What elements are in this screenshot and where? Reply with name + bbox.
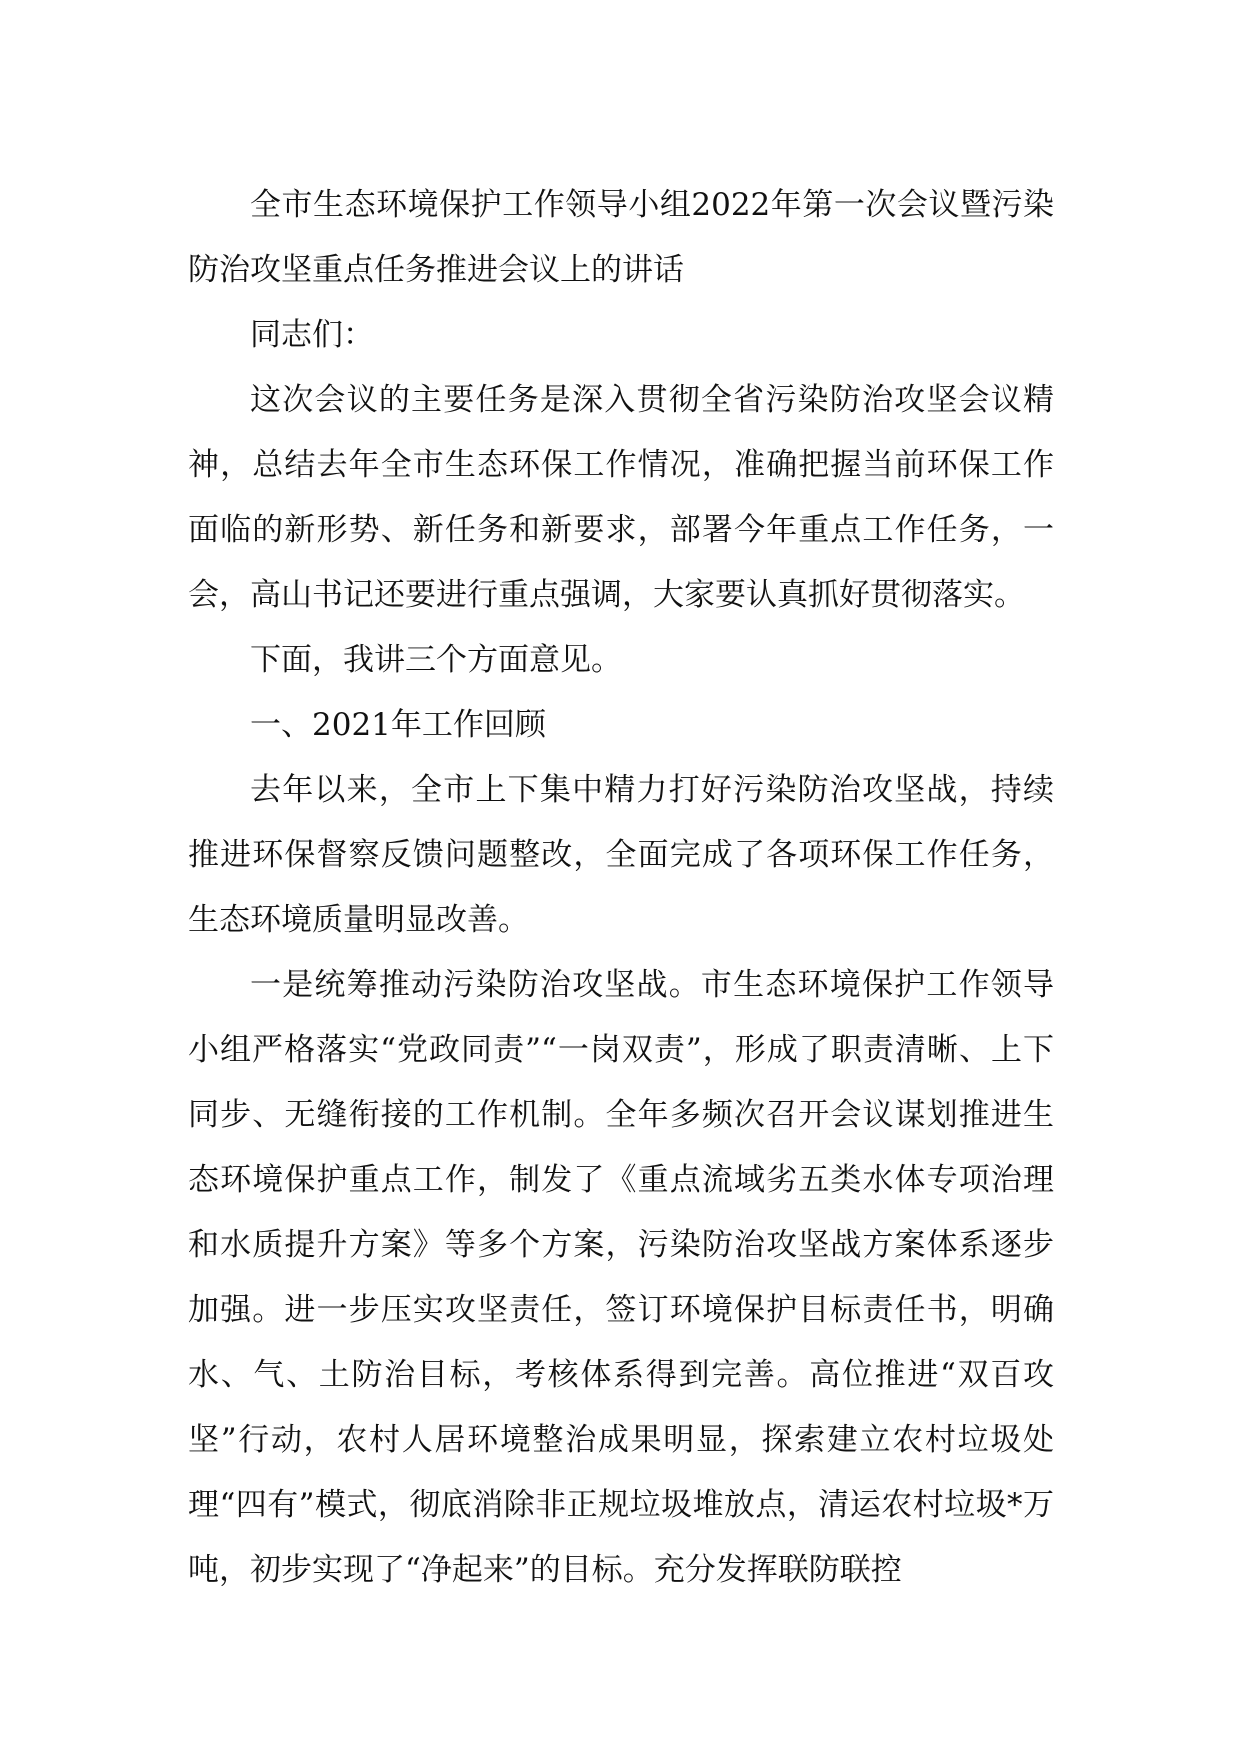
section-heading-1: 一、2021年工作回顾: [250, 707, 546, 743]
paragraph-intro: 这次会议的主要任务是深入贯彻全省污染防治攻坚会议精神，总结去年全市生态环保工作情况，准确把握当前环保工作面临的新形势、新任务和新要求，部署今年重点工作任务，一会，高山书记还要进行重点强调，大家要认真抓好贯彻落实。: [188, 382, 1054, 613]
document-title: 全市生态环境保护工作领导小组2022年第一次会议暨污染防治攻坚重点任务推进会议上的讲话: [188, 187, 1054, 288]
document-page: [188, 173, 1054, 1603]
paragraph-point-1: 一是统筹推动污染防治攻坚战。市生态环境保护工作领导小组严格落实“党政同责”“一岗双责”，形成了职责清晰、上下同步、无缝衔接的工作机制。全年多频次召开会议谋划推进生态环境保护重点工作，制发了《重点流域劣五类水体专项治理和水质提升方案》等多个方案，污染防治攻坚战方案体系逐步加强。进一步压实攻坚责任，签订环境保护目标责任书，明确水、气、土防治目标，考核体系得到完善。高位推进“双百攻坚”行动，农村人居环境整治成果明显，探索建立农村垃圾处理“四有”模式，彻底消除非正规垃圾堆放点，清运农村垃圾*万吨，初步实现了“净起来”的目标。充分发挥联防联控: [188, 967, 1054, 1588]
paragraph-outline: 下面，我讲三个方面意见。: [250, 642, 622, 678]
salutation: 同志们：: [250, 317, 374, 353]
paragraph-review: 去年以来，全市上下集中精力打好污染防治攻坚战，持续推进环保督察反馈问题整改，全面完成了各项环保工作任务，生态环境质量明显改善。: [188, 772, 1054, 938]
